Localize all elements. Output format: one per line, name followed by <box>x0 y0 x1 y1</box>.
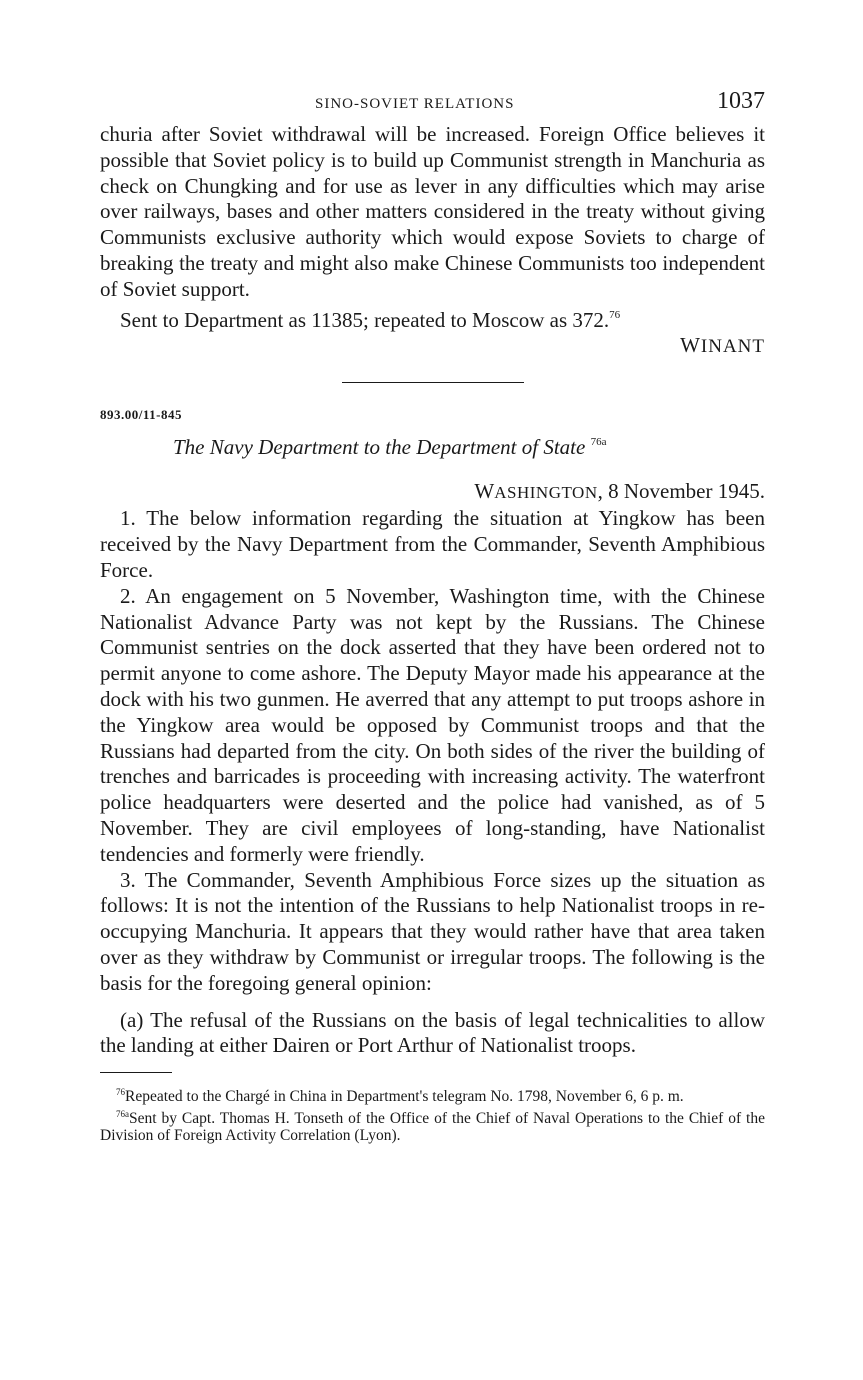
paragraph-2: 2. An engagement on 5 November, Washington time, with the Chinese Nationalist Advance Party was not kept by the Russians. The Chinese Communist sentries on the dock asserted that they have been ordered not to permit anyone to come ashore. The Deputy Mayor made his appearance at the dock with his two gunmen. He averred that any attempt to put troops ashore in the Yingkow area would be opposed by Communist troops and that the Russians had departed from the city. On both sides of the river the building of trenches and barricades is proceeding with increasing activity. The waterfront police headquarters were deserted and the police had vanished, as of 5 November. They are civil employees of long-standing, have Nationalist tendencies and formerly were friendly. <box>100 583 765 866</box>
document-title <box>173 435 765 460</box>
sent-line <box>100 303 765 334</box>
subpoint-label: (a) <box>120 1007 144 1032</box>
file-number: 893.00/11-845 <box>100 407 182 423</box>
footnotes <box>100 1084 765 1145</box>
section-divider <box>342 382 524 383</box>
footnote-text: Sent by Capt. Thomas H. Tonseth of the Office of the Chief of Naval Operations to the Chief of the Division of Foreign Activity Correlation (Lyon). <box>100 1109 765 1145</box>
running-header <box>100 88 765 122</box>
dateline-place-rest: ASHINGTON <box>494 483 598 503</box>
page-number: 1037 <box>717 88 765 114</box>
footnote-mark: 76 <box>116 1087 125 1098</box>
document-page <box>100 88 765 1145</box>
paragraph-3: 3. The Commander, Seventh Amphibious Force sizes up the situation as follows: It is not the intention of the Russians to help Nationalist troops in re-occupying Manchuria. It appears that they would rather have that area taken over as they withdraw by Communist or irregular troops. The following is the basis for the foregoing general opinion: <box>100 867 765 995</box>
dateline-date: , 8 November 1945. <box>597 479 765 504</box>
signature-rest: INANT <box>700 336 765 358</box>
document-title-text: The Navy Department to the Department of State <box>173 435 586 460</box>
subpoint-text: The refusal of the Russians on the basis of legal technicalities to allow the landing at either Dairen or Port Arthur of Nationalist troops. <box>100 1007 766 1058</box>
sent-line-text: Sent to Department as 11385; repeated to Moscow as 372. <box>120 307 610 332</box>
signature-initial: W <box>680 333 701 358</box>
dateline-place-initial: W <box>474 479 495 504</box>
paragraph-1: 1. The below information regarding the situation at Yingkow has been received by the Navy Department from the Commander, Seventh Amphibious Force. <box>100 506 765 582</box>
footnote-divider <box>100 1072 172 1073</box>
running-title: SINO-SOVIET RELATIONS <box>315 96 515 112</box>
footnote-text: Repeated to the Chargé in China in Department's telegram No. 1798, November 6, 6 p. m. <box>125 1088 684 1106</box>
continued-paragraph: churia after Soviet withdrawal will be increased. Foreign Office believes it possible that Soviet policy is to build up Communist strength in Manchuria as check on Chungking and for use as lever in any difficulties which may arise over railways, bases and other matters considered in the treaty without giving Communists exclusive authority which would expose Soviets to charge of breaking the treaty and might also make Chinese Communists too independent of Soviet support. <box>100 122 765 301</box>
dateline <box>100 478 765 506</box>
footnote-76a <box>100 1106 765 1145</box>
footnote-mark: 76a <box>116 1108 129 1119</box>
footnote-ref-76: 76 <box>609 308 621 321</box>
subpoint-a <box>100 1008 765 1060</box>
footnote-76 <box>100 1084 765 1106</box>
footnote-ref-76a: 76a <box>590 436 607 449</box>
signature <box>100 333 765 359</box>
